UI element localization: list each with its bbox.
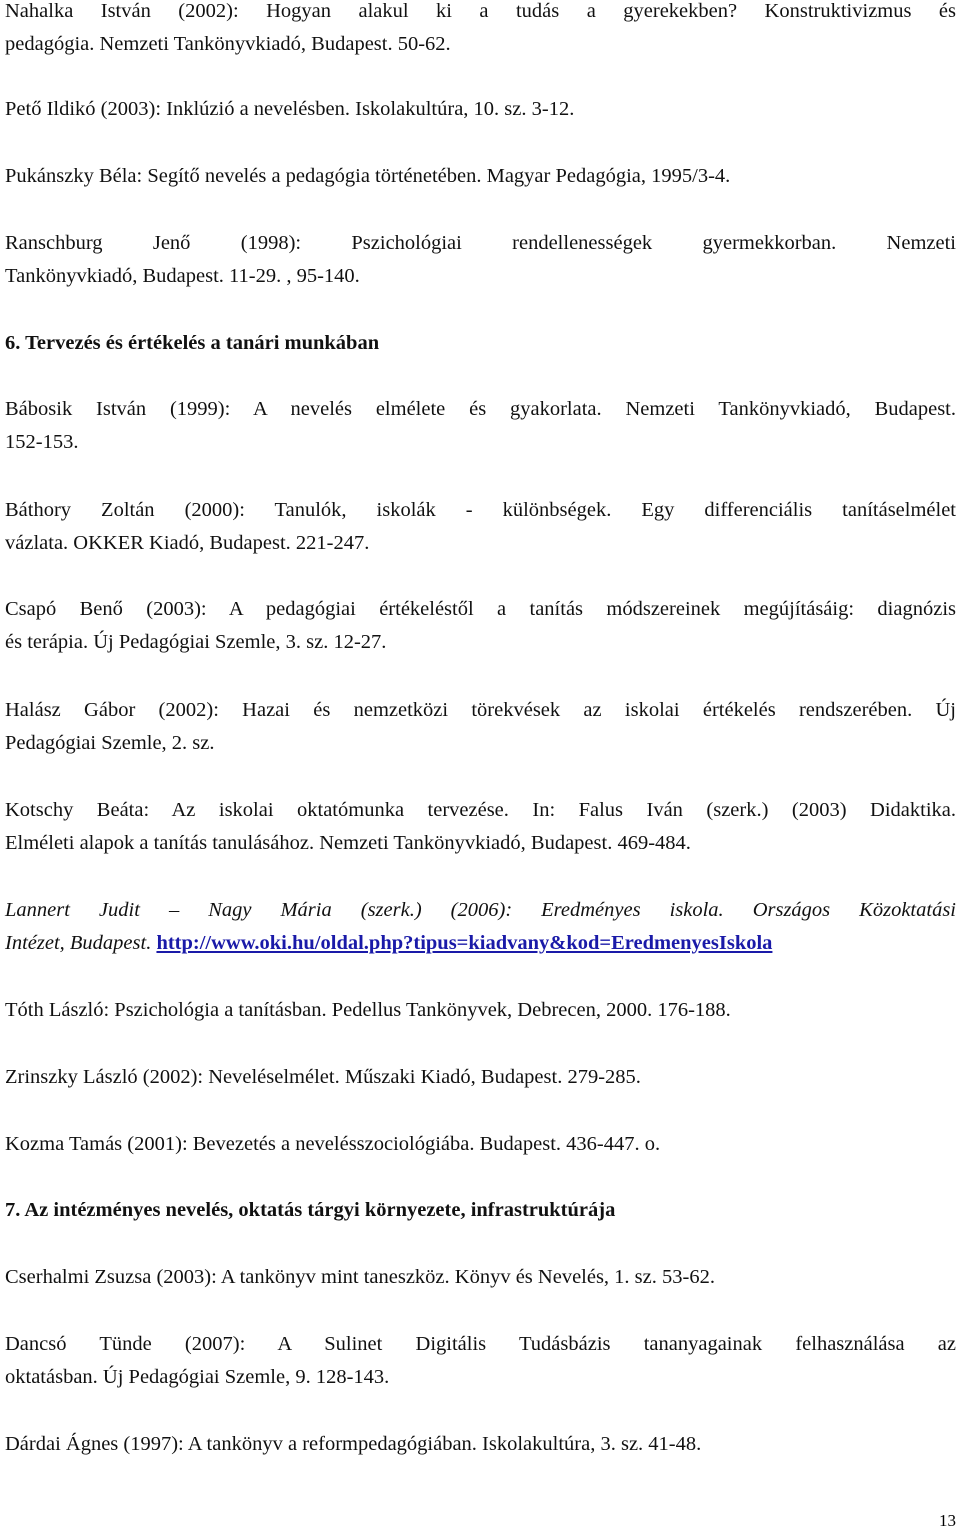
reference-line: Csapó Benő (2003): A pedagógiai értékeléstől a tanítás módszereinek megújításáig: diagnózis xyxy=(5,598,956,620)
reference-entry xyxy=(5,894,956,960)
reference-link[interactable]: http://www.oki.hu/oldal.php?tipus=kiadvany&kod=EredmenyesIskola xyxy=(156,932,773,954)
reference-line: Cserhalmi Zsuzsa (2003): A tankönyv mint taneszköz. Könyv és Nevelés, 1. sz. 53-62. xyxy=(5,1266,715,1288)
reference-line: Halász Gábor (2002): Hazai és nemzetközi törekvések az iskolai értékelés rendszerében. Új xyxy=(5,699,956,721)
reference-line: Lannert Judit – Nagy Mária (szerk.) (2006): Eredményes iskola. Országos Közoktatási xyxy=(5,899,956,921)
reference-line: Báthory Zoltán (2000): Tanulók, iskolák - különbségek. Egy differenciális tanításelmélet xyxy=(5,499,956,521)
page-number: 13 xyxy=(939,1511,956,1530)
reference-line: Ranschburg Jenő (1998): Pszichológiai rendellenességek gyermekkorban. Nemzeti xyxy=(5,232,956,254)
reference-line: Tankönyvkiadó, Budapest. 11-29. , 95-140. xyxy=(5,265,360,287)
reference-line: Tóth László: Pszichológia a tanításban. Pedellus Tankönyvek, Debrecen, 2000. 176-188. xyxy=(5,999,731,1021)
reference-line: Kozma Tamás (2001): Bevezetés a nevelésszociológiába. Budapest. 436-447. o. xyxy=(5,1133,661,1155)
reference-line: Elméleti alapok a tanítás tanulásához. Nemzeti Tankönyvkiadó, Budapest. 469-484. xyxy=(5,832,691,854)
reference-line: vázlata. OKKER Kiadó, Budapest. 221-247. xyxy=(5,532,370,554)
reference-line xyxy=(5,927,956,960)
reference-line: és terápia. Új Pedagógiai Szemle, 3. sz. 12-27. xyxy=(5,631,387,653)
reference-entry xyxy=(5,994,956,1027)
reference-line: Zrinszky László (2002): Neveléselmélet. Műszaki Kiadó, Budapest. 279-285. xyxy=(5,1066,641,1088)
reference-line: Nahalka István (2002): Hogyan alakul ki a tudás a gyerekekben? Konstruktivizmus és xyxy=(5,0,956,22)
reference-entry xyxy=(5,694,956,760)
reference-entry xyxy=(5,494,956,560)
reference-entry xyxy=(5,160,956,193)
reference-entry xyxy=(5,227,956,293)
reference-entry xyxy=(5,0,956,61)
reference-entry xyxy=(5,593,956,659)
reference-line: pedagógia. Nemzeti Tankönyvkiadó, Budapest. 50-62. xyxy=(5,33,451,55)
section-heading: 6. Tervezés és értékelés a tanári munkában xyxy=(5,332,380,354)
reference-line: Dárdai Ágnes (1997): A tankönyv a reformpedagógiában. Iskolakultúra, 3. sz. 41-48. xyxy=(5,1433,702,1455)
reference-line: oktatásban. Új Pedagógiai Szemle, 9. 128-143. xyxy=(5,1366,390,1388)
reference-entry xyxy=(5,1428,956,1461)
reference-entry xyxy=(5,93,956,126)
reference-text: Intézet, Budapest. xyxy=(5,932,157,954)
reference-line: Pető Ildikó (2003): Inklúzió a nevelésben. Iskolakultúra, 10. sz. 3-12. xyxy=(5,98,575,120)
reference-line: Dancsó Tünde (2007): A Sulinet Digitális Tudásbázis tananyagainak felhasználása az xyxy=(5,1333,956,1355)
reference-entry xyxy=(5,393,956,459)
reference-line: Bábosik István (1999): A nevelés elmélete és gyakorlata. Nemzeti Tankönyvkiadó, Budapest. xyxy=(5,398,956,420)
reference-line: 152-153. xyxy=(5,431,79,453)
section-heading: 7. Az intézményes nevelés, oktatás tárgyi környezete, infrastruktúrája xyxy=(5,1199,616,1221)
reference-line: Pedagógiai Szemle, 2. sz. xyxy=(5,732,215,754)
reference-line: Pukánszky Béla: Segítő nevelés a pedagógia történetében. Magyar Pedagógia, 1995/3-4. xyxy=(5,165,731,187)
reference-entry xyxy=(5,794,956,860)
reference-entry xyxy=(5,1261,956,1294)
reference-entry xyxy=(5,1061,956,1094)
reference-entry xyxy=(5,1328,956,1394)
reference-line: Kotschy Beáta: Az iskolai oktatómunka tervezése. In: Falus Iván (szerk.) (2003) Didaktika. xyxy=(5,799,956,821)
reference-entry xyxy=(5,1128,956,1161)
